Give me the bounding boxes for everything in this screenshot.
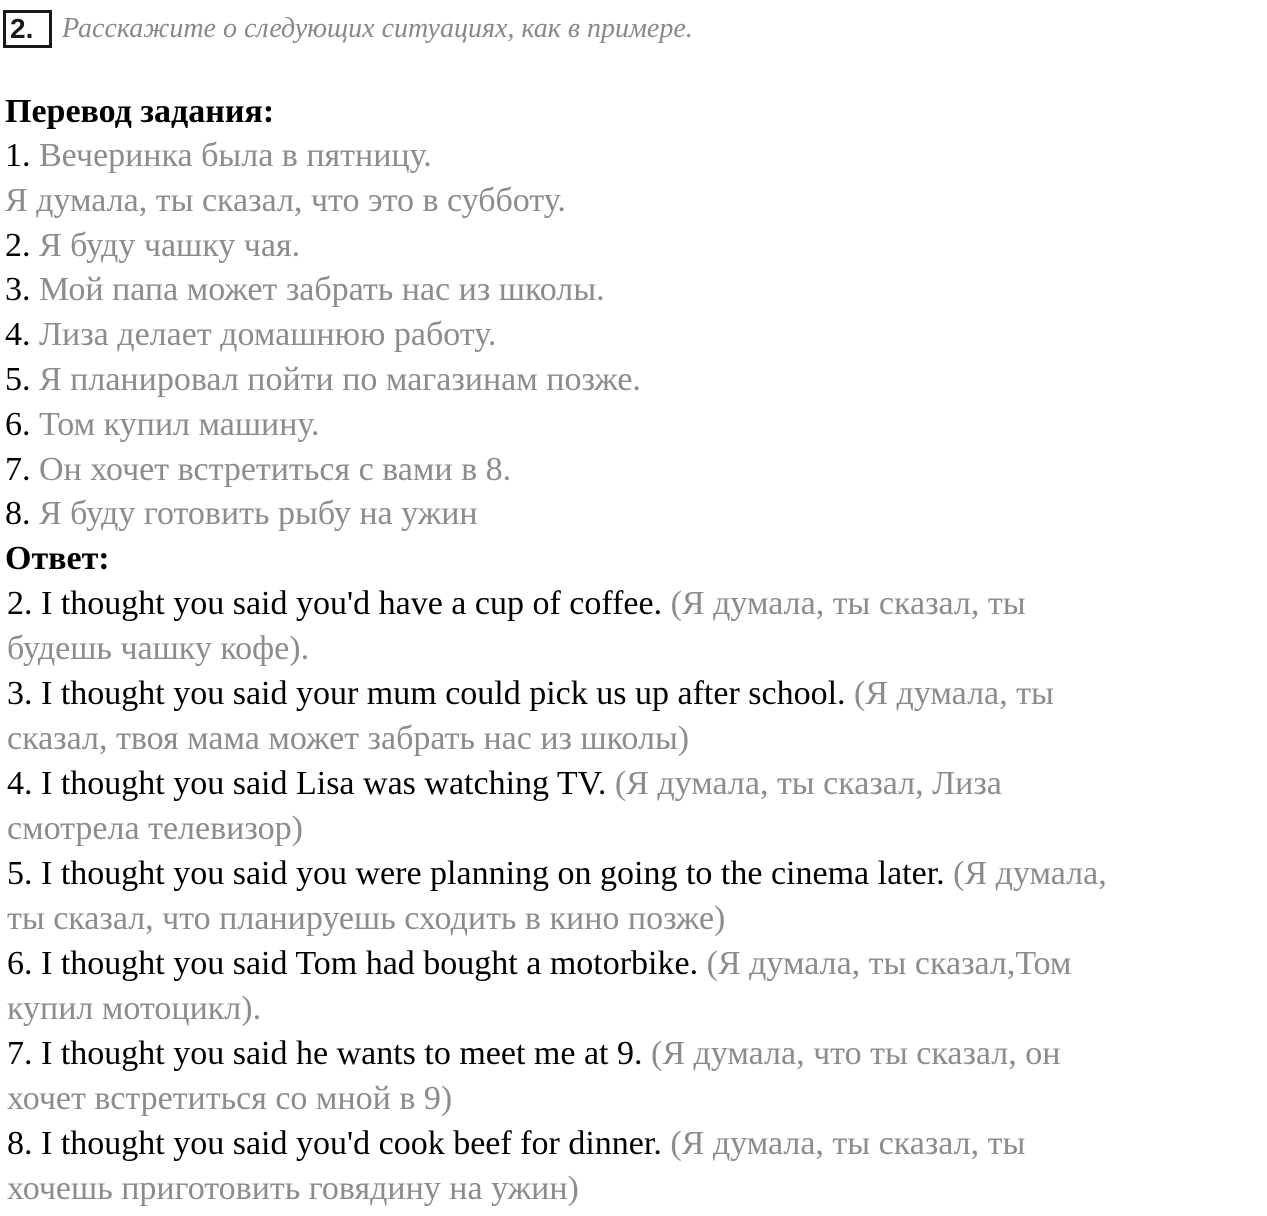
translation-line <box>5 268 1267 313</box>
answer-item <box>5 1031 1267 1121</box>
answer-item <box>5 671 1267 761</box>
answer-english: 2. I thought you said you'd have a cup of coffee. <box>7 585 663 623</box>
answer-item <box>5 761 1267 851</box>
answer-list <box>5 581 1267 1211</box>
answer-item <box>5 851 1267 941</box>
answer-item <box>5 1121 1267 1211</box>
answer-line <box>7 671 1267 716</box>
task-instruction: Расскажите о следующих ситуациях, как в примере. <box>62 13 693 44</box>
answer-russian-continued: будешь чашку кофе). <box>7 630 310 668</box>
translation-line-text: Я думала, ты сказал, что это в субботу. <box>5 181 566 219</box>
answer-heading: Ответ: <box>5 540 110 578</box>
translation-line-text: Я буду готовить рыбу на ужин <box>39 495 478 533</box>
answer-russian: (Я думала, ты сказал, Лиза <box>614 765 1002 803</box>
translation-line-text: Лиза делает домашнюю работу. <box>39 316 497 354</box>
translation-line <box>5 403 1267 448</box>
translation-line <box>5 313 1267 358</box>
answer-item <box>5 581 1267 671</box>
translation-line-number: 4. <box>5 316 39 354</box>
answer-line <box>7 1121 1267 1166</box>
translation-line <box>5 448 1267 493</box>
answer-russian-continued: хочешь приготовить говядину на ужин) <box>7 1170 579 1208</box>
answer-russian: (Я думала, ты сказал, ты <box>670 585 1026 623</box>
translation-line <box>5 358 1267 403</box>
task-number-box: 2. <box>3 10 52 48</box>
answer-english: 5. I thought you said you were planning on going to the cinema later. <box>7 855 945 893</box>
answer-line <box>7 581 1267 626</box>
translation-line-number: 8. <box>5 495 39 533</box>
answer-russian-continued: смотрела телевизор) <box>7 810 303 848</box>
answer-english: 7. I thought you said he wants to meet me at 9. <box>7 1035 643 1073</box>
answer-line <box>7 941 1267 986</box>
translation-line <box>5 179 1267 224</box>
answer-english: 4. I thought you said Lisa was watching TV. <box>7 765 607 803</box>
translation-line <box>5 224 1267 269</box>
answer-russian: (Я думала, ты сказал, ты <box>670 1125 1026 1163</box>
translation-line-text: Я планировал пойти по магазинам позже. <box>39 360 641 398</box>
answer-line <box>7 1031 1267 1076</box>
translation-heading: Перевод задания: <box>5 93 275 130</box>
translation-line-number: 3. <box>5 271 39 309</box>
answer-russian: (Я думала, <box>953 855 1107 893</box>
answer-item <box>5 941 1267 1031</box>
task-header <box>3 10 693 48</box>
answer-russian-continued: сказал, твоя мама может забрать нас из школы) <box>7 720 690 758</box>
answer-russian: (Я думала, ты сказал,Том <box>706 945 1072 983</box>
answer-line <box>7 851 1267 896</box>
translation-line-text: Мой папа может забрать нас из школы. <box>39 271 605 309</box>
translation-line-number: 1. <box>5 137 39 174</box>
answer-english: 6. I thought you said Tom had bought a motorbike. <box>7 945 699 983</box>
translation-list <box>5 134 1267 537</box>
answer-russian-continued: хочет встретиться со мной в 9) <box>7 1080 453 1118</box>
translation-line-number: 7. <box>5 450 39 488</box>
translation-line-text: Я буду чашку чая. <box>39 226 301 264</box>
translation-line-text: Том купил машину. <box>39 405 320 443</box>
answer-english: 8. I thought you said you'd cook beef for dinner. <box>7 1125 662 1163</box>
translation-line-number: 5. <box>5 360 39 398</box>
translation-line <box>5 134 1267 179</box>
answer-english: 3. I thought you said your mum could pick us up after school. <box>7 675 846 713</box>
translation-line-text: Он хочет встретиться с вами в 8. <box>39 450 512 488</box>
answer-russian: (Я думала, ты <box>854 675 1054 713</box>
answer-russian: (Я думала, что ты сказал, он <box>651 1035 1061 1073</box>
answer-line <box>7 761 1267 806</box>
translation-line <box>5 492 1267 537</box>
answer-russian-continued: купил мотоцикл). <box>7 990 262 1028</box>
answer-russian-continued: ты сказал, что планируешь сходить в кино позже) <box>7 900 726 938</box>
document-body <box>5 90 1267 1211</box>
translation-line-number: 2. <box>5 226 39 264</box>
translation-line-text: Вечеринка была в пятницу. <box>39 137 432 174</box>
translation-line-number: 6. <box>5 405 39 443</box>
